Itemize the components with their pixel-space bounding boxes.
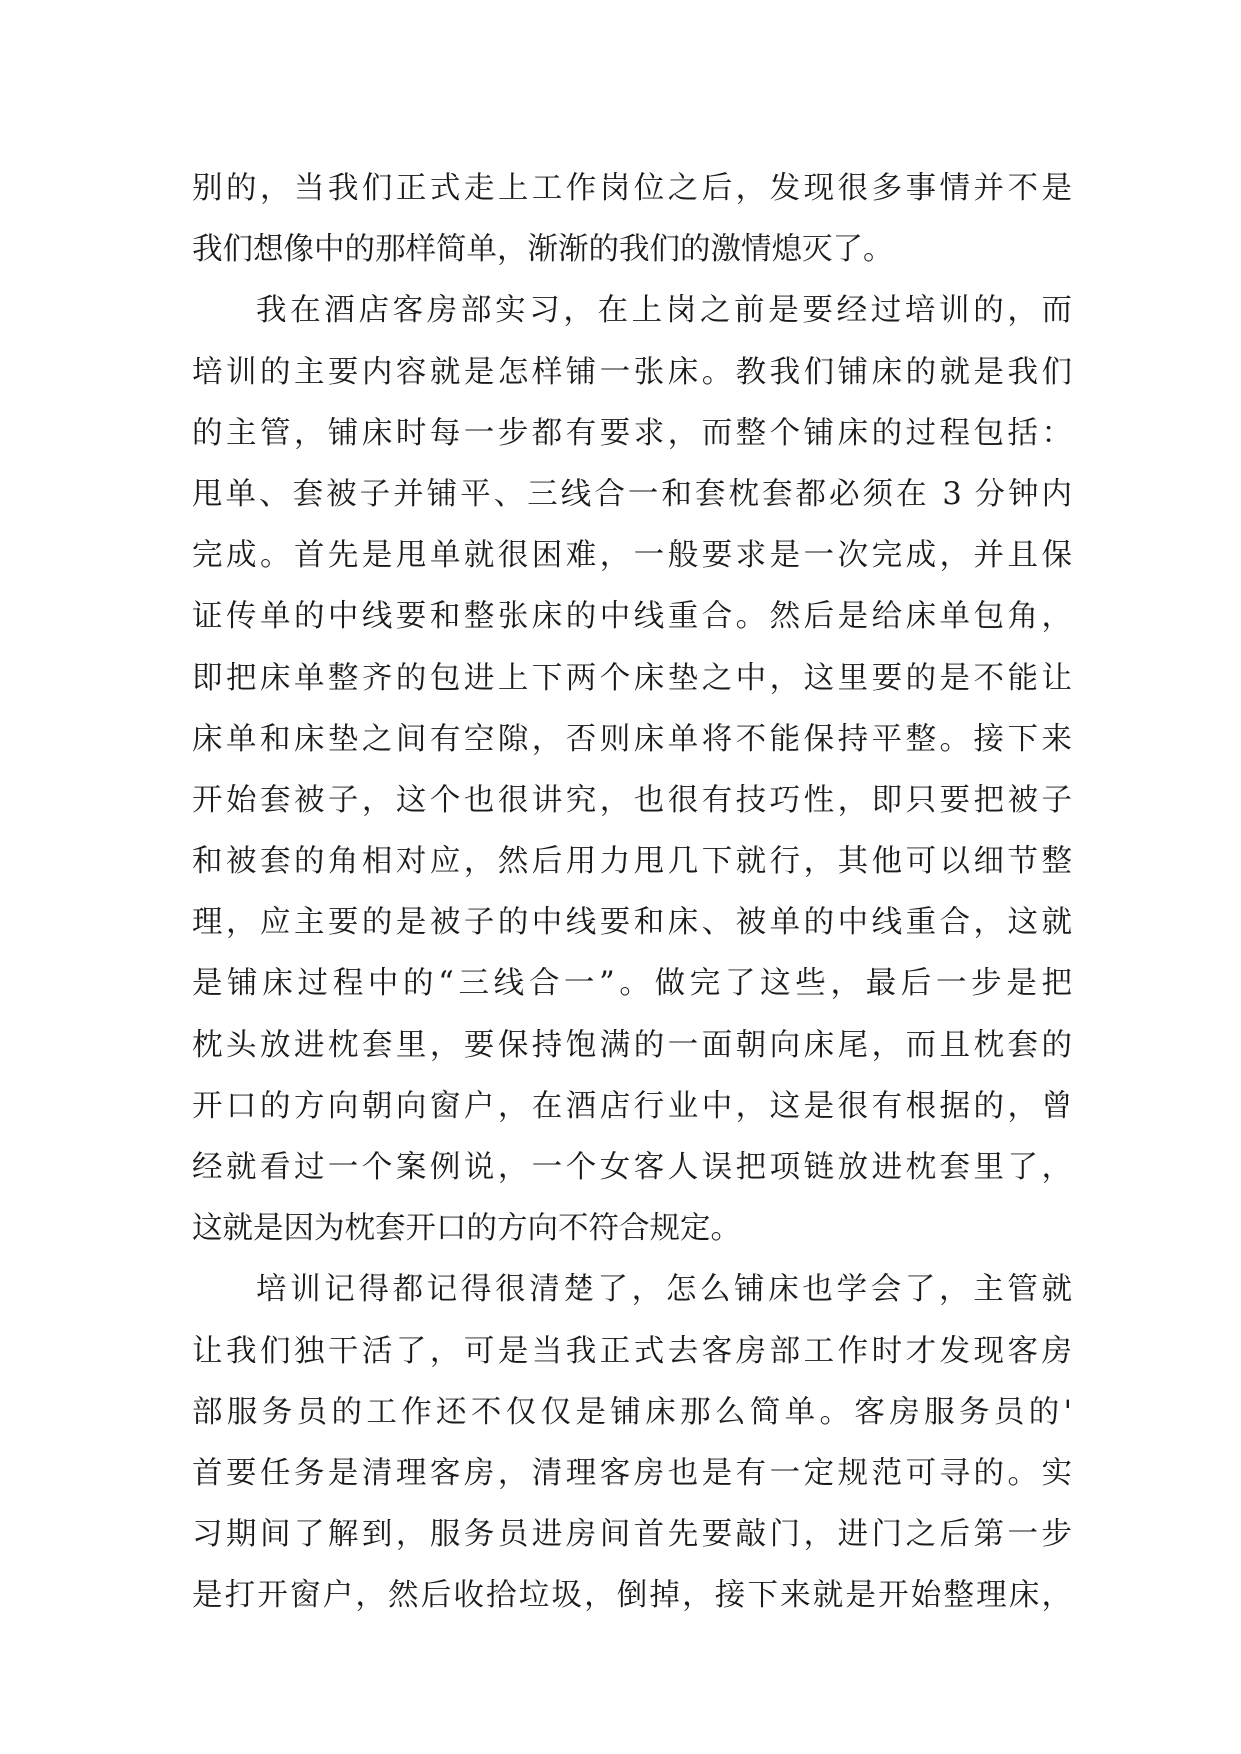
text-line: 和被套的角相对应，然后用力甩几下就行，其他可以细节整 bbox=[192, 844, 1072, 880]
text-line: 证传单的中线要和整张床的中线重合。然后是给床单包角， bbox=[192, 599, 1072, 635]
text-line: 床单和床垫之间有空隙，否则床单将不能保持平整。接下来 bbox=[192, 721, 1072, 757]
text-line: 这就是因为枕套开口的方向不符合规定。 bbox=[192, 1211, 741, 1247]
paragraph bbox=[192, 158, 1072, 280]
text-line: 经就看过一个案例说，一个女客人误把项链放进枕套里了， bbox=[192, 1150, 1072, 1185]
text-line: 开口的方向朝向窗户，在酒店行业中，这是很有根据的，曾 bbox=[192, 1088, 1072, 1124]
text-line: 是打开窗户，然后收拾垃圾，倒掉，接下来就是开始整理床， bbox=[192, 1578, 1072, 1614]
text-line: 习期间了解到，服务员进房间首先要敲门，进门之后第一步 bbox=[192, 1517, 1072, 1553]
text-line: 培训的主要内容就是怎样铺一张床。教我们铺床的就是我们 bbox=[192, 354, 1072, 390]
paragraph bbox=[192, 1259, 1072, 1626]
text-line: 培训记得都记得很清楚了，怎么铺床也学会了，主管就 bbox=[256, 1272, 1072, 1308]
text-line: 是铺床过程中的“三线合一”。做完了这些，最后一步是把 bbox=[192, 966, 1072, 1002]
text-line: 部服务员的工作还不仅仅是铺床那么简单。客房服务员的' bbox=[192, 1394, 1072, 1430]
paragraph bbox=[192, 280, 1072, 1259]
text-line: 我在酒店客房部实习，在上岗之前是要经过培训的，而 bbox=[256, 293, 1072, 329]
text-line: 甩单、套被子并铺平、三线合一和套枕套都必须在 3 分钟内 bbox=[192, 476, 1072, 512]
text-line: 完成。首先是甩单就很困难，一般要求是一次完成，并且保 bbox=[192, 538, 1072, 574]
text-line: 开始套被子，这个也很讲究，也很有技巧性，即只要把被子 bbox=[192, 782, 1072, 818]
text-line: 别的，当我们正式走上工作岗位之后，发现很多事情并不是 bbox=[192, 171, 1072, 206]
body-text bbox=[192, 158, 1072, 1627]
text-line: 让我们独干活了，可是当我正式去客房部工作时才发现客房 bbox=[192, 1333, 1072, 1369]
text-line: 枕头放进枕套里，要保持饱满的一面朝向床尾，而且枕套的 bbox=[192, 1027, 1072, 1063]
text-line: 的主管，铺床时每一步都有要求，而整个铺床的过程包括： bbox=[192, 415, 1072, 451]
text-line: 即把床单整齐的包进上下两个床垫之中，这里要的是不能让 bbox=[192, 660, 1072, 696]
text-line: 理，应主要的是被子的中线要和床、被单的中线重合，这就 bbox=[192, 905, 1072, 941]
text-line: 我们想像中的那样简单，渐渐的我们的激情熄灭了。 bbox=[192, 232, 894, 268]
text-line: 首要任务是清理客房，清理客房也是有一定规范可寻的。实 bbox=[192, 1455, 1072, 1491]
